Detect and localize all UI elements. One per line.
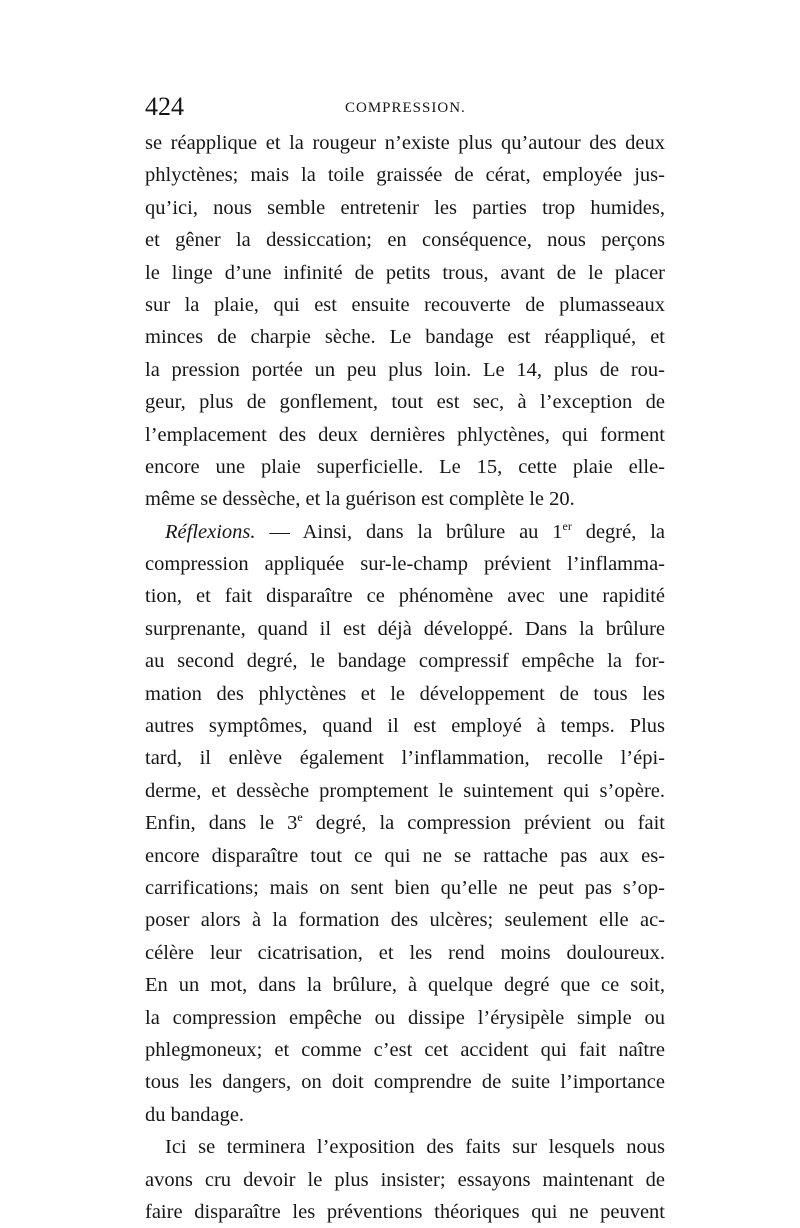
body-text xyxy=(145,127,665,1228)
text-line: le linge d’une infinité de petits trous, avant de le placer xyxy=(145,261,665,284)
text-line: derme, et dessèche promptement le suintement qui s’opère. xyxy=(145,779,665,802)
text-line: la compression empêche ou dissipe l’érysipèle simple ou xyxy=(145,1006,665,1029)
text-line: célère leur cicatrisation, et les rend moins douloureux. xyxy=(145,941,665,964)
page-number: 424 xyxy=(145,92,184,121)
text-line: carrifications; mais on sent bien qu’elle ne peut pas s’op- xyxy=(145,876,665,899)
text-line: minces de charpie sèche. Le bandage est réappliqué, et xyxy=(145,326,665,349)
reflexions-label: Réflexions. xyxy=(165,520,256,543)
text-line: mation des phlyctènes et le développement de tous les xyxy=(145,682,665,705)
text-line: phlegmoneux; et comme c’est cet accident qui fait naître xyxy=(145,1038,665,1061)
text-line: tard, il enlève également l’inflammation, recolle l’épi- xyxy=(145,747,665,770)
reflexions-text: — Ainsi, dans la brûlure au 1 xyxy=(255,520,563,543)
text-line: faire disparaître les préventions théoriques qui ne peuvent xyxy=(145,1200,665,1223)
text-line: qu’ici, nous semble entretenir les parties trop humides, xyxy=(145,196,665,219)
text-line: l’emplacement des deux dernières phlyctènes, qui forment xyxy=(145,423,665,446)
text-line: du bandage. xyxy=(145,1103,245,1126)
text-line: En un mot, dans la brûlure, à quelque degré que ce soit, xyxy=(145,974,665,997)
text-line: encore une plaie superficielle. Le 15, cette plaie elle- xyxy=(145,455,665,478)
text-line: même se dessèche, et la guérison est complète le 20. xyxy=(145,488,575,511)
text-line: et gêner la dessiccation; en conséquence, nous perçons xyxy=(145,229,665,252)
enfin-text: Enfin, dans le 3 xyxy=(145,812,298,835)
reflexions-text: degré, la xyxy=(571,520,665,543)
superscript: e xyxy=(297,810,303,825)
text-line: phlyctènes; mais la toile graissée de cérat, employée jus- xyxy=(145,164,665,187)
text-line: tous les dangers, on doit comprendre de suite l’importance xyxy=(145,1071,665,1094)
text-line: la pression portée un peu plus loin. Le 14, plus de rou- xyxy=(145,358,665,381)
text-line: sur la plaie, qui est ensuite recouverte de plumasseaux xyxy=(145,293,665,316)
text-line: encore disparaître tout ce qui ne se rattache pas aux es- xyxy=(145,844,665,867)
page-header xyxy=(145,90,665,124)
text-line: avons cru devoir le plus insister; essayons maintenant de xyxy=(145,1168,665,1191)
enfin-line xyxy=(145,807,665,839)
running-head: COMPRESSION. xyxy=(345,100,466,116)
text-line: tion, et fait disparaître ce phénomène avec une rapidité xyxy=(145,585,665,608)
text-line: autres symptômes, quand il est employé à temps. Plus xyxy=(145,715,665,738)
reflexions-first-line xyxy=(145,516,665,548)
text-line: surprenante, quand il est déjà développé. Dans la brûlure xyxy=(145,617,665,640)
text-line: compression appliquée sur-le-champ prévient l’inflamma- xyxy=(145,553,665,576)
superscript: er xyxy=(562,518,572,533)
text-line: poser alors à la formation des ulcères; seulement elle ac- xyxy=(145,909,665,932)
text-line: au second degré, le bandage compressif empêche la for- xyxy=(145,650,665,673)
text-line: Ici se terminera l’exposition des faits sur lesquels nous xyxy=(165,1136,665,1159)
text-line: se réapplique et la rougeur n’existe plus qu’autour des deux xyxy=(145,132,665,154)
text-line: geur, plus de gonflement, tout est sec, à l’exception de xyxy=(145,391,665,414)
enfin-text: degré, la compression prévient ou fait xyxy=(302,812,665,835)
